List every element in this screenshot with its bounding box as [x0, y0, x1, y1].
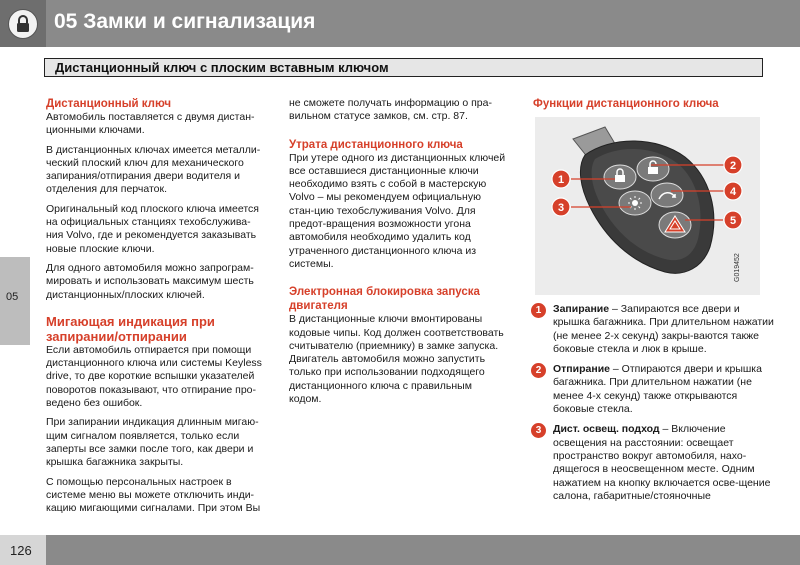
chapter-title: 05 Замки и сигнализация	[54, 10, 316, 33]
item-text: – Запираются все двери и крышка багажника. При длительном нажатии (не менее 2-х секунд) закры-ваются также боковые стекла и люк в крыше.	[553, 303, 774, 355]
paragraph: При запирании индикация длинным мигаю-щим сигналом появляется, только если заперты все замки после того, как двери и крышка багажника закрыты.	[46, 416, 259, 469]
item-number-badge: 1	[531, 303, 546, 318]
item-text: – Отпираются двери и крышка багажника. При длительном нажатии (не менее 4-х секунд) также открываются боковые стекла.	[553, 363, 762, 416]
chapter-badge	[0, 0, 46, 47]
paragraph: не сможете получать информацию о пра-вильном статусе замков, см. стр. 87.	[289, 97, 492, 123]
item-number-badge: 3	[531, 423, 546, 438]
list-item	[531, 363, 776, 416]
paragraph: Автомобиль поставляется с двумя дистан-ционными ключами.	[46, 111, 255, 137]
callout-3-label: 3	[557, 202, 565, 214]
key-function-list	[531, 303, 776, 510]
column-3-heading	[533, 97, 763, 111]
paragraph: При утере одного из дистанционных ключей все оставшиеся дистанционные ключи необходимо взять с собой в мастерскую Volvo – мы рекомендуем официальную стан-цию техобслуживания Volvo. Для предот-вращения возможности угона автомобиля необходимо удалить код утраченного дистанционного ключа из системы.	[289, 151, 506, 270]
section-heading-bar	[44, 58, 763, 77]
heading-lost-key: Утрата дистанционного ключа	[289, 138, 463, 151]
paragraph: Для одного автомобиля можно запрограм-мировать и использовать максимум шесть дистанционных/плоских ключей.	[46, 261, 254, 301]
page-number: 126	[10, 543, 32, 558]
section-title: Дистанционный ключ с плоским вставным ключом	[55, 60, 389, 75]
paragraph: В дистанционных ключах имеется металли-ческий плоский ключ для механического запирания/отпирания двери водителя и отделения для перчаток.	[46, 143, 261, 196]
item-number-badge: 2	[531, 363, 546, 378]
callout-2-label: 2	[729, 160, 737, 172]
heading-remote-key: Дистанционный ключ	[46, 98, 172, 110]
heading-immobilizer: Электронная блокировка запуска двигателя	[289, 286, 480, 313]
callout-5-label: 5	[729, 215, 737, 227]
paragraph: Если автомобиль отпирается при помощи дистанционного ключа или системы Keyless drive, то две короткие вспышки указателей поворотов показывают, что отпирание про-ведено без ошибок.	[46, 343, 262, 410]
heading-flash-indication: Мигающая индикация при запирании/отпирании	[46, 313, 215, 344]
heading-key-functions: Функции дистанционного ключа	[533, 98, 719, 110]
callout-4-label: 4	[729, 186, 737, 198]
item-term: Дист. освещ. подход	[553, 423, 660, 436]
item-term: Запирание	[553, 303, 610, 315]
column-1	[46, 97, 264, 521]
chapter-side-tab	[0, 257, 30, 345]
paragraph: В дистанционные ключи вмонтированы кодовые чипы. Код должен соответствовать считывателю (приемнику) в замке запуска. Двигатель автомобиля можно запустить только при использовании подходящего дистанционного ключа с правильным кодом.	[289, 313, 504, 406]
column-2	[289, 97, 507, 412]
item-term: Отпирание	[553, 363, 610, 376]
paragraph: Оригинальный код плоского ключа имеется на официальных станциях техобслужива-ния Volvo, где и рекомендуется заказывать новые плоские ключи.	[46, 202, 259, 255]
figure-id: G019452	[734, 253, 741, 282]
item-text: – Включение освещения на расстоянии: освещает пространство вокруг автомобиля, нахо-дящегося в неосвещенном месте. Одним нажатием на кнопку включается осве-щение салона, габаритные/стояночные	[553, 423, 771, 502]
list-item	[531, 423, 776, 503]
list-item	[531, 303, 776, 356]
key-fob-icon	[535, 117, 760, 295]
remote-key-illustration	[535, 117, 760, 295]
chapter-side-tab-label: 05	[6, 291, 19, 303]
callout-1-label: 1	[557, 174, 565, 186]
paragraph: С помощью персональных настроек в системе меню вы можете отключить инди-кацию мигающими сигналами. При этом Вы	[46, 475, 261, 515]
footer-bar	[0, 535, 800, 565]
lock-icon	[8, 9, 38, 39]
